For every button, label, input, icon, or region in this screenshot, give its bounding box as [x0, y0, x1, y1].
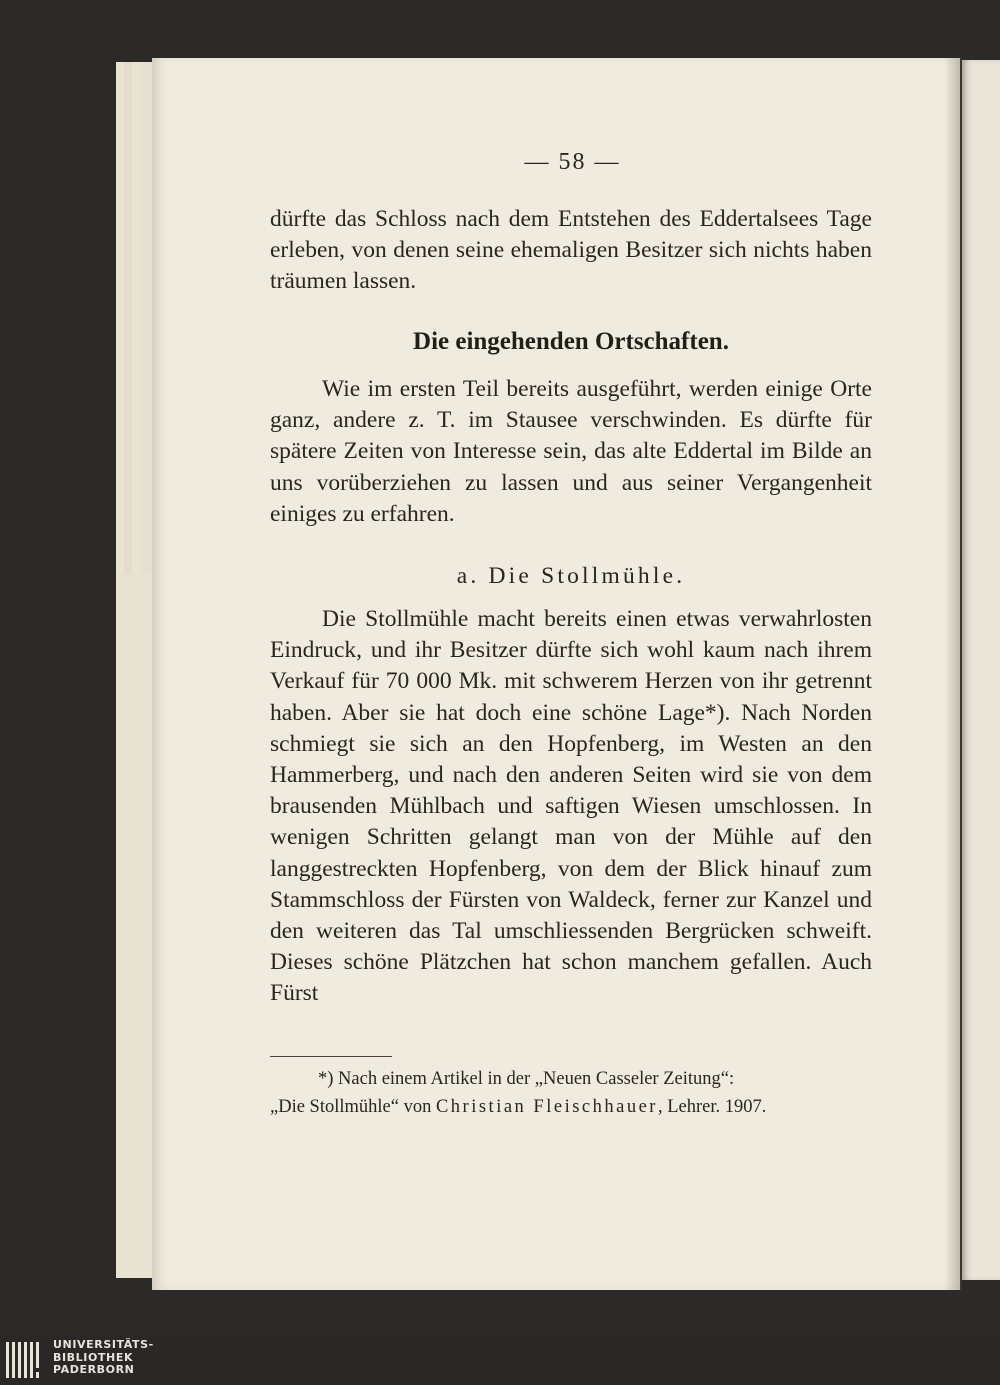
footnote-line-2-end: , Lehrer. 1907.	[657, 1096, 767, 1117]
library-logo-line-2: BIBLIOTHEK	[53, 1350, 134, 1364]
library-logo-icon	[6, 1342, 46, 1378]
footnote-divider	[270, 1056, 392, 1057]
section-heading: Die eingehenden Ortschaften.	[413, 328, 729, 355]
library-logo-line-1: UNIVERSITÄTS-	[53, 1338, 154, 1351]
page-edge	[116, 574, 153, 1278]
library-logo-text	[53, 1339, 154, 1377]
paragraph-1-text: dürfte das Schloss nach dem Entstehen des Eddertalsees Tage erleben, von denen seine ehemaligen Besitzer sich nichts haben träumen lassen.	[270, 206, 872, 295]
footnote-line-2	[270, 1094, 872, 1122]
footnote-author: Christian Fleischhauer	[435, 1096, 658, 1117]
footnote	[270, 1066, 872, 1121]
paragraph-2	[270, 374, 872, 530]
paragraph-3-text: Die Stollmühle macht bereits einen etwas verwahrlosten Eindruck, und ihr Besitzer dürfte sich wohl kaum nach ihrem Verkauf für 70 000 Mk. mit schwerem Herzen von ihr getrennt haben. Aber sie hat doch eine schöne Lage*). Nach Norden schmiegt sie sich an den Hopfenberg, im Westen an den Hammerberg, und nach den anderen Seiten wird sie von dem brausenden Mühlbach und saftigen Wiesen umschlossen. In wenigen Schritten gelangt man von der Mühle auf den langgestreckten Hopfenberg, von dem der Blick hinauf zum Stammschloss der Fürsten von Waldeck, ferner zur Kanzel und den weiteren das Tal umschliessenden Bergrücken schweift. Dieses schöne Plätzchen hat schon manchem gefallen. Auch Fürst	[270, 606, 872, 1007]
paragraph-1	[270, 204, 872, 298]
library-logo-line-3: PADERBORN	[53, 1363, 135, 1376]
page-number: — 58 —	[524, 149, 621, 175]
footnote-line-2-start: „Die Stollmühle“ von	[270, 1096, 436, 1117]
paragraph-2-text: Wie im ersten Teil bereits ausgeführt, werden einige Orte ganz, andere z. T. im Stausee verschwinden. Es dürfte für spätere Zeiten von Interesse sein, das alte Eddertal im Bilde an uns vorüberziehen zu lassen und aus seiner Vergangenheit einiges zu erfahren.	[270, 376, 872, 527]
paragraph-3	[270, 604, 872, 1010]
footnote-line-1: *) Nach einem Artikel in der „Neuen Casseler Zeitung“:	[318, 1069, 735, 1089]
subsection-heading: a. Die Stollmühle.	[456, 563, 686, 589]
page-fold-shadow	[944, 58, 962, 1290]
facing-page-edge	[962, 60, 1000, 1280]
library-footer	[0, 1335, 1000, 1385]
